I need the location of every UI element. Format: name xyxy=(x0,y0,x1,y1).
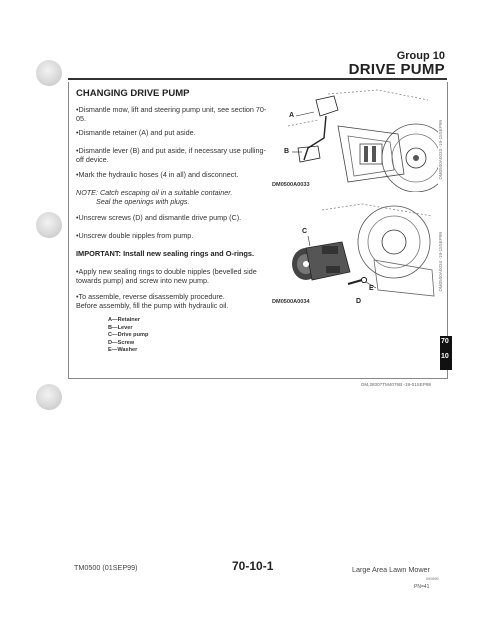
footer-manual-code: TM0500 (01SEP99) xyxy=(74,563,138,572)
label-d: D xyxy=(356,298,362,305)
document-code: OM,28307TM4076B -19-01SEP99 xyxy=(360,382,431,387)
header-rule xyxy=(68,78,447,80)
figure-1-side-code: DM0500A0033 -19-15SEP99 xyxy=(438,120,443,180)
step-5: • Unscrew screws (D) and dismantle drive pump (C). xyxy=(76,213,272,222)
footer-product-name: Large Area Lawn Mower xyxy=(352,565,430,574)
binder-hole-top xyxy=(36,60,62,86)
group-label: Group 10 xyxy=(396,50,445,62)
step-1: • Dismantle mow, lift and steering pump unit, see section 70-05. xyxy=(76,105,272,123)
label-b: B xyxy=(284,148,290,155)
section-title: CHANGING DRIVE PUMP xyxy=(76,88,190,99)
binder-hole-bottom xyxy=(36,384,62,410)
label-e: E xyxy=(369,285,374,292)
section-tab xyxy=(440,336,452,370)
footer-date-code: 090899 xyxy=(426,577,439,581)
section-tab-line-2: 10 xyxy=(441,353,449,360)
figure-1-caption: DM0500A0033 xyxy=(272,182,310,188)
final-instruction: Before assembly, fill the pump with hydraulic oil. xyxy=(76,301,229,310)
figure-retainer-lever xyxy=(278,86,438,192)
figure-2-side-code: DM0500A0034 -19-15SEP99 xyxy=(438,232,443,292)
legend-item: A—Retainer xyxy=(108,317,141,323)
legend xyxy=(108,317,148,355)
footer-page-number: 70-10-1 xyxy=(232,559,274,573)
section-tab-line-1: 70 xyxy=(441,338,449,345)
step-3: • Dismantle lever (B) and put aside, if necessary use pulling-off device. xyxy=(76,146,272,164)
legend-item: D—Screw xyxy=(108,339,135,346)
legend-item: C—Drive pump xyxy=(108,332,149,339)
legend-item: B—Lever xyxy=(108,324,133,331)
label-a: A xyxy=(289,112,295,119)
label-c: C xyxy=(302,228,308,235)
step-7: • Apply new sealing rings to double nipples (bevelled side towards pump) and screw into new pump. xyxy=(76,267,272,285)
content-frame-bottom xyxy=(68,378,448,379)
legend-item: E—Washer xyxy=(108,347,138,354)
footer-pn: PN=41 xyxy=(414,584,430,590)
step-2: • Dismantle retainer (A) and put aside. xyxy=(76,128,272,137)
figure-2-caption: DM0500A0034 xyxy=(272,299,310,305)
step-6: • Unscrew double nipples from pump. xyxy=(76,231,272,240)
step-4: • Mark the hydraulic hoses (4 in all) and disconnect. xyxy=(76,170,272,179)
step-8: • To assemble, reverse disassembly procedure. xyxy=(76,292,272,301)
binder-hole-middle xyxy=(36,212,62,238)
note-line-1: NOTE: Catch escaping oil in a suitable container. xyxy=(76,188,233,197)
important-notice: IMPORTANT: Install new sealing rings and O-rings. xyxy=(76,249,255,258)
note-line-2: Seal the openings with plugs. xyxy=(96,197,190,206)
figure-drive-pump xyxy=(282,200,438,304)
page-title: DRIVE PUMP xyxy=(348,61,445,78)
